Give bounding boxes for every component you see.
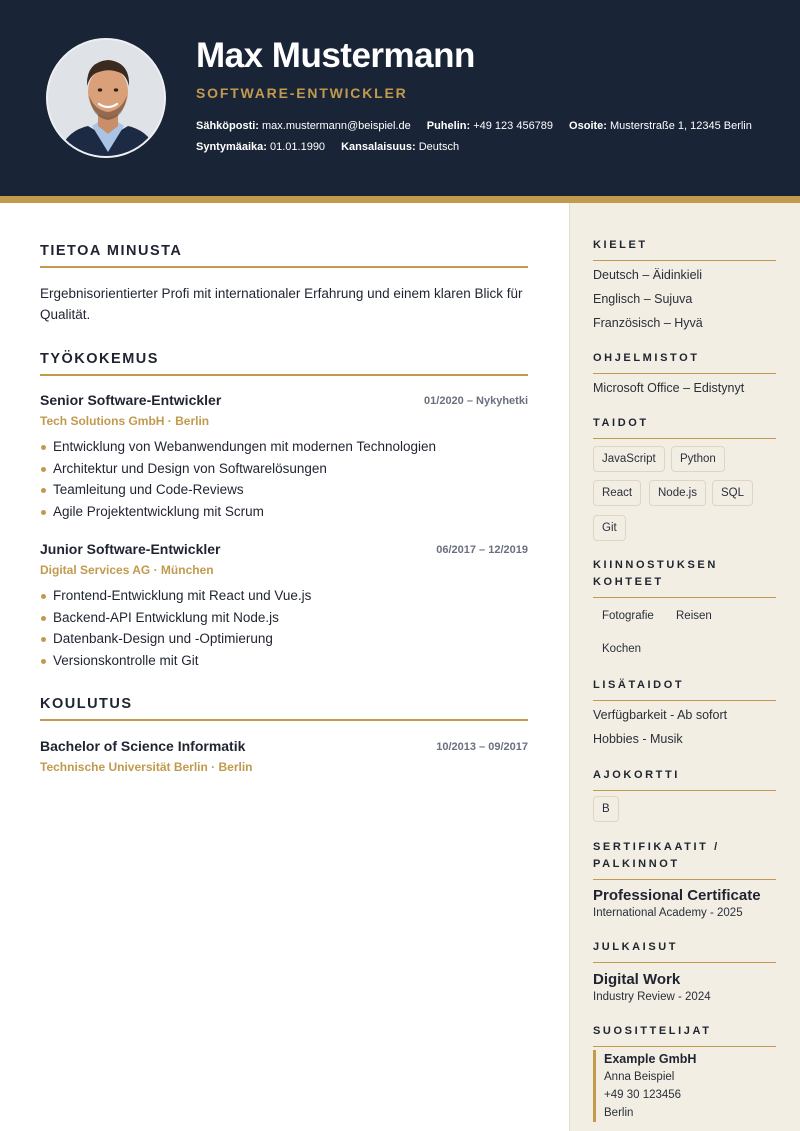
degree-school: Technische Universität Berlin · Berlin — [40, 760, 253, 774]
job-bullet: Versionskontrolle mit Git — [40, 650, 528, 672]
reference-person: Anna Beispiel — [604, 1071, 675, 1083]
job-bullet: Frontend-Entwicklung mit React und Vue.js — [40, 585, 528, 607]
interest-item: Reisen — [667, 603, 721, 629]
contact-phone-label: Puhelin: — [426, 120, 471, 132]
contact-nationality — [341, 141, 459, 153]
job-bullet: Teamleitung und Code-Reviews — [40, 479, 528, 501]
publication-detail: Industry Review - 2024 — [593, 991, 711, 1003]
job-title: Senior Software-Entwickler — [40, 392, 222, 408]
job-bullet: Agile Projektentwicklung mit Scrum — [40, 501, 528, 523]
contact-nationality-value: Deutsch — [418, 141, 460, 153]
language-item: Französisch – Hyvä — [593, 316, 703, 330]
contact-birthdate-value: 01.01.1990 — [270, 141, 326, 153]
contact-row-1 — [196, 120, 752, 132]
contact-email — [196, 120, 411, 132]
software-item: Microsoft Office – Edistynyt — [593, 381, 745, 395]
sidebar-title-certificates-line1: SERTIFIKAATIT / — [593, 841, 720, 853]
extra-item: Verfügbarkeit - Ab sofort — [593, 708, 728, 722]
language-item: Deutsch – Äidinkieli — [593, 268, 703, 282]
about-text: Ergebnisorientierter Profi mit internationaler Erfahrung und einem klaren Blick für Qualität. — [40, 286, 523, 322]
header-accent-bar — [0, 196, 800, 203]
sidebar-title-certificates — [593, 839, 776, 880]
job-bullet: Entwicklung von Webanwendungen mit modernen Technologien — [40, 436, 528, 458]
contact-address-label: Osoite: — [569, 120, 607, 132]
job-bullet: Architektur und Design von Softwarelösungen — [40, 458, 528, 480]
degree-title: Bachelor of Science Informatik — [40, 738, 246, 754]
section-title-education: KOULUTUS — [40, 696, 528, 721]
job-date: 06/2017 – 12/2019 — [436, 544, 528, 556]
job-title: Junior Software-Entwickler — [40, 541, 221, 557]
sidebar-title-software: OHJELMISTOT — [593, 350, 776, 374]
section-title-about: TIETOA MINUSTA — [40, 243, 528, 268]
contact-row-2 — [196, 141, 459, 153]
job-bullets — [40, 436, 528, 522]
skill-chip: Python — [671, 446, 725, 472]
contact-email-value: max.mustermann@beispiel.de — [262, 120, 411, 132]
contact-phone-value: +49 123 456789 — [473, 120, 554, 132]
language-item: Englisch – Sujuva — [593, 292, 693, 306]
contact-phone — [427, 120, 553, 132]
candidate-role: SOFTWARE-ENTWICKLER — [196, 85, 408, 101]
reference-card — [593, 1050, 776, 1122]
sidebar-title-license: AJOKORTTI — [593, 767, 776, 791]
sidebar-title-publications: JULKAISUT — [593, 939, 776, 963]
interest-item: Fotografie — [593, 603, 663, 629]
contact-birthdate — [196, 141, 325, 153]
sidebar-title-languages: KIELET — [593, 237, 776, 261]
contact-birthdate-label: Syntymäaika: — [196, 141, 267, 153]
license-chip: B — [593, 796, 619, 822]
job-bullet: Backend-API Entwicklung mit Node.js — [40, 607, 528, 629]
job-company: Digital Services AG · München — [40, 563, 214, 577]
sidebar-title-interests — [593, 557, 776, 598]
degree-date: 10/2013 – 09/2017 — [436, 741, 528, 753]
skill-chip: JavaScript — [593, 446, 665, 472]
extra-item: Hobbies - Musik — [593, 732, 683, 746]
interest-item: Kochen — [593, 636, 650, 662]
profile-photo — [46, 38, 166, 158]
reference-city: Berlin — [604, 1107, 634, 1119]
contact-address — [569, 120, 752, 132]
contact-nationality-label: Kansalaisuus: — [341, 141, 416, 153]
sidebar-title-skills: TAIDOT — [593, 415, 776, 439]
sidebar-title-interests-line2: KOHTEET — [593, 576, 664, 588]
sidebar-title-references: SUOSITTELIJAT — [593, 1023, 776, 1047]
skill-chip: Git — [593, 515, 626, 541]
certificate-name: Professional Certificate — [593, 887, 761, 904]
reference-company: Example GmbH — [604, 1052, 697, 1066]
job-company: Tech Solutions GmbH · Berlin — [40, 414, 210, 428]
publication-name: Digital Work — [593, 971, 681, 988]
job-bullet: Datenbank-Design und -Optimierung — [40, 628, 528, 650]
certificate-detail: International Academy - 2025 — [593, 907, 743, 919]
sidebar-title-interests-line1: KIINNOSTUKSEN — [593, 559, 718, 571]
contact-email-label: Sähköposti: — [196, 120, 259, 132]
candidate-name: Max Mustermann — [196, 36, 475, 75]
contact-address-value: Musterstraße 1, 12345 Berlin — [610, 120, 752, 132]
skill-chip: SQL — [712, 480, 753, 506]
reference-phone: +49 30 123456 — [604, 1089, 682, 1101]
sidebar-title-certificates-line2: PALKINNOT — [593, 858, 680, 870]
skill-chip: Node.js — [649, 480, 706, 506]
section-title-experience: TYÖKOKEMUS — [40, 351, 528, 376]
skill-chip: React — [593, 480, 641, 506]
sidebar-title-extra: LISÄTAIDOT — [593, 677, 776, 701]
job-date: 01/2020 – Nykyhetki — [424, 395, 528, 407]
job-bullets — [40, 585, 528, 671]
